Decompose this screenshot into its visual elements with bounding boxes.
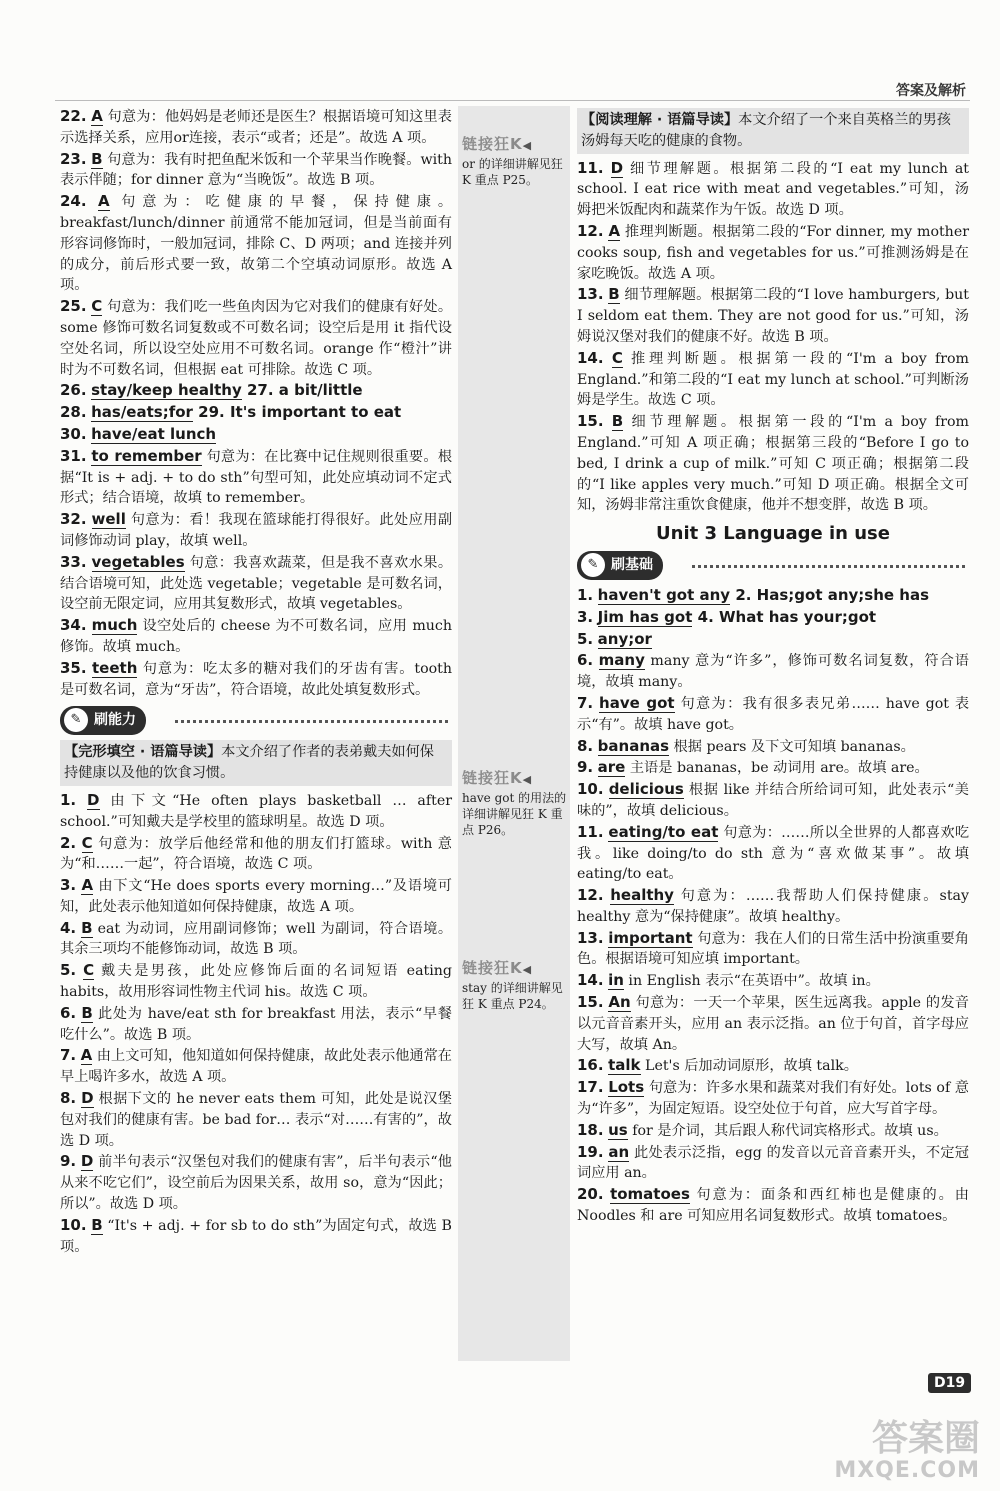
item-answer: teeth xyxy=(92,658,138,677)
item-number: 23. xyxy=(60,149,87,168)
answer-item xyxy=(577,1077,969,1120)
side-note-tag: 链接狂K◀ xyxy=(462,135,533,153)
item-answer: bananas xyxy=(597,736,670,755)
item-answer: healthy xyxy=(610,886,674,905)
item-answer: Jim has got xyxy=(597,607,693,626)
item-explanation: 句意：我喜欢蔬菜，但是我不喜欢水果。结合语境可知，此处选 vegetable；vegetable 是可数名词，设空前无限定词，应用其复数形式，故填 vegetables。 xyxy=(60,554,453,613)
item-explanation: 推理判断题。根据第一段的“I'm a boy from England.”和第二段的“I eat my lunch at school.”可判断汤姆是学生。故选 C 项。 xyxy=(577,350,969,409)
item-explanation: 根据 like 并结合所给词可知，此处表示“美味的”，故填 delicious。 xyxy=(577,782,969,819)
answer-list-basic xyxy=(60,106,452,700)
item-explanation: 推理判断题。根据第二段的“For dinner, my mother cooks soup, fish and vegetables for us.”可推测汤姆是在家吃晚饭。故选 A 项。 xyxy=(577,223,969,282)
answer-item xyxy=(60,380,452,402)
item-explanation: 细节理解题。根据第一段的“I'm a boy from England.”可知 A 项正确；根据第三段的“Before I go to bed, I drink a cup of milk.”可知 C 项正确；根据第二段的“I like apples very much.”可知 D 项正确。根据全文可知，汤姆非常注重饮食健康，他并不想变胖，故选 B 项。 xyxy=(577,414,969,514)
item-answer: have/eat lunch xyxy=(91,424,217,443)
item-number: 11. xyxy=(577,822,604,841)
item-number: 20. xyxy=(577,1185,604,1204)
item-answer: C xyxy=(91,297,103,316)
item-number: 10. xyxy=(577,780,604,799)
answer-item xyxy=(577,629,969,651)
item-explanation: for 是介词，其后跟人称代词宾格形式。故填 us。 xyxy=(627,1122,948,1139)
item-explanation: 前半句表示“汉堡包对我们的健康有害”，后半句表示“他从来不吃它们”，设空前后为因果关系，故用 so，意为“因此；所以”。故选 D 项。 xyxy=(60,1154,452,1213)
item-explanation: 由下文“He does sports every morning…”及语境可知，此处表示他知道如何保持健康，故选 A 项。 xyxy=(60,878,452,915)
guide-text: 本文介绍了一个来自英格兰的男孩汤姆每天吃的健康的食物。 xyxy=(581,112,951,149)
cloze-guide xyxy=(60,740,452,786)
answer-item xyxy=(60,658,452,701)
answer-item xyxy=(60,790,452,833)
answer-item xyxy=(577,822,969,885)
item-number: 3. xyxy=(60,876,77,895)
answer-item xyxy=(60,509,452,552)
item-number: 11. xyxy=(577,158,604,177)
item-answer: Lots xyxy=(608,1078,645,1097)
item-answer: any;or xyxy=(597,629,652,648)
item-answer: A xyxy=(80,1046,93,1065)
answer-item xyxy=(577,284,969,347)
answer-item xyxy=(60,402,452,424)
dotted-divider xyxy=(175,720,448,723)
right-column xyxy=(577,106,969,1227)
item-answer: have got xyxy=(599,693,675,712)
item-number: 19. xyxy=(577,1142,604,1161)
item-number: 24. xyxy=(60,192,87,211)
item-number: 16. xyxy=(577,1056,604,1075)
guide-title: 【阅读理解 · 语篇导读】 xyxy=(581,112,739,128)
answer-item xyxy=(60,833,452,876)
answer-item xyxy=(577,1055,969,1077)
item-number: 33. xyxy=(60,552,87,571)
item-explanation: 句意为：我们吃一些鱼肉因为它对我们的健康有好处。some 修饰可数名词复数或不可数名词；设空后是用 it 指代设空处名词，所以设空处应用不可数名词。orange 作“橙汁”讲时为不可数名词，但根据 eat 可排除。故选 C 项。 xyxy=(60,299,453,378)
item-number: 3. xyxy=(577,607,594,626)
item-answer: talk xyxy=(608,1056,641,1075)
item-number: 15. xyxy=(577,412,604,431)
header-divider xyxy=(55,100,970,101)
item-answer: tomatoes xyxy=(610,1185,690,1204)
answer-item xyxy=(60,424,452,446)
answer-item xyxy=(60,191,452,296)
answer-item xyxy=(577,928,969,971)
answer-item xyxy=(577,585,969,607)
item-answer: C xyxy=(81,833,93,852)
answer-item xyxy=(577,779,969,822)
side-note-2 xyxy=(462,770,568,838)
item-number: 14. xyxy=(577,971,604,990)
watermark-logo: 答案圈 xyxy=(871,1418,980,1459)
item-explanation: 细节理解题。根据第二段的“I eat my lunch at school. I eat rice with meat and vegetables.”可知，汤姆把米饭配肉和蔬菜作为午饭。故选 D 项。 xyxy=(577,160,969,219)
item-explanation: 27. a bit/little xyxy=(241,381,363,400)
answer-item xyxy=(577,1184,969,1227)
item-explanation: “It's + adj. + for sb to do sth”为固定句式，故选 B 项。 xyxy=(60,1217,452,1255)
item-number: 31. xyxy=(60,446,87,465)
answer-item xyxy=(577,757,969,779)
item-number: 12. xyxy=(577,886,604,905)
guide-title: 【完形填空 · 语篇导读】 xyxy=(64,744,222,761)
guide-text: 本文介绍了作者的表弟戴夫如何保持健康以及他的饮食习惯。 xyxy=(64,744,434,782)
item-answer: B xyxy=(611,412,624,431)
reading-guide xyxy=(577,108,969,154)
item-answer: D xyxy=(87,790,100,809)
item-explanation: 设空处后的 cheese 为不可数名词，应用 much 修饰。故填 much。 xyxy=(60,618,452,655)
item-answer: A xyxy=(81,876,94,895)
item-answer: to remember xyxy=(91,446,202,465)
item-explanation: 句意为：吃健康的早餐，保持健康。breakfast/lunch/dinner 前通常不能加冠词，但是当前面有形容词修饰时，一般加冠词，排除 C、D 两项；and 连接并列的成分，前后形式要一致，故第二个空填动词原形。故选 A 项。 xyxy=(60,194,453,294)
side-note-1 xyxy=(462,136,568,188)
item-number: 14. xyxy=(577,348,604,367)
item-explanation: 句意为：一天一个苹果，医生远离我。apple 的发音以元音音素开头，应用 an 表示泛指。an 位于句首，首字母应大写，故填 An。 xyxy=(577,995,969,1053)
item-answer: has/eats;for xyxy=(91,403,193,422)
item-answer: A xyxy=(608,221,621,240)
answer-item xyxy=(577,693,969,736)
item-number: 10. xyxy=(60,1215,87,1234)
item-answer: an xyxy=(608,1142,630,1161)
side-note-tag: 链接狂K◀ xyxy=(462,769,533,787)
item-explanation: 此处为 have/eat sth for breakfast 用法，表示“早餐吃什么”。故选 B 项。 xyxy=(60,1005,452,1043)
answer-item xyxy=(60,1045,452,1088)
item-answer: B xyxy=(91,1215,103,1234)
side-note-3 xyxy=(462,960,568,1012)
item-explanation: 由上文可知，他知道如何保持健康，故此处表示他通常在早上喝许多水，故选 A 项。 xyxy=(60,1048,452,1086)
side-note-text: stay 的详细讲解见狂 K 重点 P24。 xyxy=(462,981,563,1011)
item-number: 28. xyxy=(60,403,87,422)
item-explanation: 29. It's important to eat xyxy=(192,403,402,422)
answer-item xyxy=(577,607,969,629)
item-number: 35. xyxy=(60,658,87,677)
item-answer: C xyxy=(611,348,623,367)
item-explanation: 句意为：他妈妈是老师还是医生？根据语境可知这里表示选择关系，应用or连接，表示“或者；还是”。故选 A 项。 xyxy=(60,109,452,146)
item-number: 6. xyxy=(577,651,594,670)
item-explanation: 主语是 bananas，be 动词用 are。故填 are。 xyxy=(625,760,929,777)
side-note-text: have got 的用法的详细讲解见狂 K 重点 P26。 xyxy=(462,791,567,837)
answer-list-cloze xyxy=(60,790,452,1258)
item-answer: An xyxy=(608,993,631,1012)
dotted-divider xyxy=(692,565,965,568)
item-explanation: 根据 pears 及下文可知填 bananas。 xyxy=(669,738,915,755)
item-answer: A xyxy=(91,107,103,125)
item-explanation: 句意为：面条和西红柿也是健康的。由 Noodles 和 are 可知应用名词复数形式。故填 tomatoes。 xyxy=(577,1187,969,1225)
item-number: 5. xyxy=(577,629,594,648)
answer-item xyxy=(577,1120,969,1142)
item-number: 2. xyxy=(60,833,77,852)
item-explanation: 根据下文的 he never eats them 可知，此处是说汉堡包对我们的健康有害。be bad for… 表示“对……有害的”，故选 D 项。 xyxy=(60,1091,452,1149)
item-number: 32. xyxy=(60,510,87,529)
item-answer: B xyxy=(81,918,93,937)
item-number: 1. xyxy=(60,790,77,809)
item-explanation: 由下文“He often plays basketball … after school.”可知戴夫是学校里的篮球明星。故选 D 项。 xyxy=(60,792,452,830)
item-answer: many xyxy=(598,651,645,670)
item-number: 12. xyxy=(577,221,604,240)
item-number: 13. xyxy=(577,928,604,947)
item-number: 4. xyxy=(60,918,77,937)
section-banner-ability xyxy=(60,706,452,734)
item-number: 1. xyxy=(577,585,594,604)
watermark-url: MXQE.COM xyxy=(834,1458,980,1483)
item-number: 17. xyxy=(577,1078,604,1097)
item-number: 25. xyxy=(60,297,87,316)
answer-item xyxy=(577,348,969,411)
answer-item xyxy=(577,158,969,221)
answer-item xyxy=(60,960,452,1003)
answer-item xyxy=(60,615,452,658)
answer-item xyxy=(60,552,452,615)
item-explanation: 句意为：我在人们的日常生活中扮演重要角色。根据语境可知应填 important。 xyxy=(577,930,969,968)
answer-item xyxy=(60,1088,452,1151)
item-number: 18. xyxy=(577,1120,604,1139)
answer-item xyxy=(60,1151,452,1214)
brush-icon: ✎ xyxy=(581,553,605,577)
item-number: 34. xyxy=(60,616,87,635)
item-answer: much xyxy=(91,616,138,635)
item-answer: B xyxy=(81,1003,93,1022)
item-explanation: 句意为：看！我现在篮球能打得很好。此处应用副词修饰动词 play，故填 well。 xyxy=(60,512,453,549)
section-badge: ✎ 刷能力 xyxy=(60,706,146,735)
answer-item xyxy=(60,918,452,961)
unit-title: Unit 3 Language in use xyxy=(656,523,890,545)
item-number: 5. xyxy=(60,961,77,980)
item-answer: in xyxy=(608,971,624,990)
item-number: 6. xyxy=(60,1003,77,1022)
item-answer: D xyxy=(610,158,624,177)
item-explanation: 戴夫是男孩，此处应修饰后面的名词短语 eating habits，故用形容词性物主代词 his。故选 C 项。 xyxy=(60,963,452,1001)
answer-item xyxy=(577,970,969,992)
item-number: 8. xyxy=(60,1089,77,1108)
item-explanation: 句意为：我有时把鱼配米饭和一个苹果当作晚餐。with 表示伴随；for dinner 意为“当晚饭”。故选 B 项。 xyxy=(60,151,452,189)
item-explanation: 句意为：吃太多的糖对我们的牙齿有害。tooth 是可数名词，意为“牙齿”，符合语境，故此处填复数形式。 xyxy=(60,660,452,698)
item-number: 30. xyxy=(60,424,87,443)
answer-item xyxy=(577,221,969,284)
answer-list-unit xyxy=(577,585,969,1227)
item-explanation: many 意为“许多”，修饰可数名词复数，符合语境，故填 many。 xyxy=(577,653,969,691)
item-explanation: 细节理解题。根据第二段的“I love hamburgers, but I seldom eat them. They are not good for us.”可知，汤姆说汉堡对我们的健康不好。故选 B 项。 xyxy=(577,287,969,345)
item-number: 9. xyxy=(577,758,594,777)
item-explanation: 句意为：放学后他经常和他的朋友们打篮球。with 意为“和……一起”，符合语境，故选 C 项。 xyxy=(60,835,452,873)
item-number: 26. xyxy=(60,381,87,400)
item-explanation: 4. What has your;got xyxy=(692,607,877,626)
item-explanation: 句意为：在比赛中记住规则很重要。根据“It is + adj. + to do sth”句型可知，此处应填动词不定式形式；结合语境，故填 to remember。 xyxy=(60,448,453,507)
answer-item xyxy=(577,885,969,928)
item-explanation: Let's 后加动词原形，故填 talk。 xyxy=(640,1058,858,1075)
item-answer: A xyxy=(98,192,110,211)
item-answer: B xyxy=(91,149,103,168)
item-answer: well xyxy=(91,510,126,529)
brush-icon: ✎ xyxy=(64,708,88,732)
item-explanation: in English 表示“在英语中”。故填 in。 xyxy=(623,973,880,990)
item-answer: stay/keep healthy xyxy=(91,381,242,400)
item-explanation: 句意为：许多水果和蔬菜对我们有好处。lots of 意为“许多”，为固定短语。设空处位于句首，应大写首字母。 xyxy=(577,1080,969,1118)
item-answer: us xyxy=(608,1120,628,1139)
section-banner-basic xyxy=(577,551,969,579)
item-number: 8. xyxy=(577,736,594,755)
item-answer: B xyxy=(608,285,620,304)
answer-item xyxy=(577,736,969,758)
answer-item xyxy=(577,992,969,1055)
left-column xyxy=(60,106,452,1257)
item-number: 7. xyxy=(60,1046,77,1065)
item-answer: delicious xyxy=(608,780,684,799)
item-explanation: 2. Has;got any;she has xyxy=(730,585,930,604)
answer-item xyxy=(60,149,452,192)
side-note-tag: 链接狂K◀ xyxy=(462,959,533,977)
page-number: D19 xyxy=(928,1373,971,1393)
side-note-text: or 的详细讲解见狂 K 重点 P25。 xyxy=(462,157,563,187)
answer-item xyxy=(577,411,969,516)
answer-item xyxy=(577,650,969,693)
item-number: 9. xyxy=(60,1152,77,1171)
section-badge: ✎ 刷基础 xyxy=(577,551,663,580)
answer-item xyxy=(577,1142,969,1185)
item-number: 7. xyxy=(577,693,594,712)
answer-item xyxy=(60,296,452,380)
item-answer: vegetables xyxy=(91,552,185,571)
item-answer: C xyxy=(83,961,95,980)
answer-item xyxy=(60,106,452,149)
item-number: 22. xyxy=(60,107,87,125)
item-explanation: 句意为：我有很多表兄弟…… have got 表示“有”。故填 have got。 xyxy=(577,695,970,733)
item-explanation: 句意为：……我帮助人们保持健康。stay healthy 意为“保持健康”。故填 healthy。 xyxy=(577,888,969,925)
item-answer: D xyxy=(80,1152,94,1171)
item-explanation: 句意为：……所以全世界的人都喜欢吃我。like doing/to do sth 意为“喜欢做某事”。故填 eating/to eat。 xyxy=(577,824,970,883)
answer-item xyxy=(60,446,452,509)
item-answer: are xyxy=(597,758,626,777)
item-answer: eating/to eat xyxy=(608,822,719,841)
answer-item xyxy=(60,1003,452,1046)
answer-list-reading xyxy=(577,158,969,517)
item-answer: important xyxy=(608,928,693,947)
item-number: 13. xyxy=(577,285,604,304)
answer-item xyxy=(60,875,452,918)
item-number: 15. xyxy=(577,993,604,1012)
item-answer: haven't got any xyxy=(597,585,731,604)
item-answer: D xyxy=(81,1089,94,1108)
item-explanation: eat 为动词，应用副词修饰；well 为副词，符合语境。其余三项均不能修饰动词，故选 B 项。 xyxy=(60,920,453,958)
side-note-column xyxy=(458,106,570,1361)
page-header-label: 答案及解析 xyxy=(896,83,966,99)
answer-item xyxy=(60,1215,452,1258)
item-explanation: 此处表示泛指，egg 的发音以元音音素开头，不定冠词应用 an。 xyxy=(577,1144,969,1182)
